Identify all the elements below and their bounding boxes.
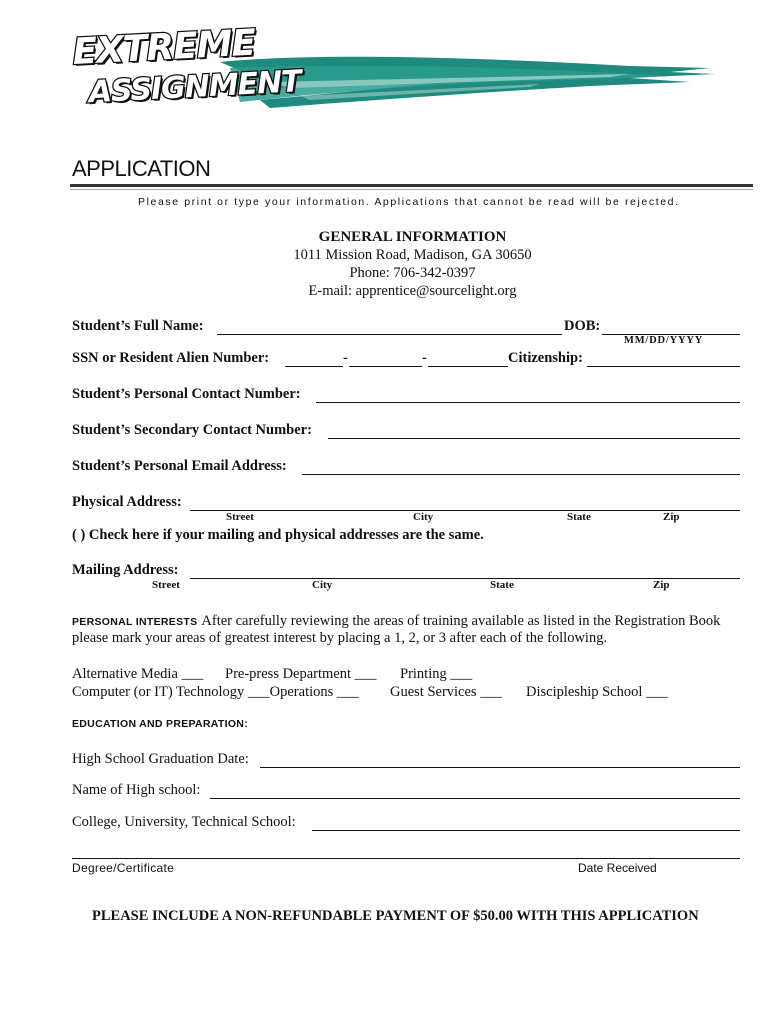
interest-guest-services[interactable]: Guest Services ___ [390,684,502,700]
ssn-separator: - [343,350,348,366]
ssn-part1-input[interactable] [285,350,343,367]
high-school-label: Name of High school: [72,782,201,798]
dob-format-hint: MM/DD/YYYY [624,335,704,346]
interests-heading: PERSONAL INTERESTS [72,616,198,628]
physical-address-label: Physical Address: [72,494,182,510]
physical-address-input[interactable] [190,494,740,511]
physical-city-caption: City [413,511,434,523]
citizenship-label: Citizenship: [508,350,583,366]
ssn-separator: - [422,350,427,366]
same-address-checkbox[interactable]: ( ) Check here if your mailing and physical addresses are the same. [72,527,484,543]
mailing-city-caption: City [312,579,333,591]
secondary-contact-input[interactable] [328,422,740,439]
degree-caption: Degree/Certificate [72,861,175,875]
mailing-zip-caption: Zip [653,579,670,591]
degree-date-input[interactable] [72,842,740,859]
physical-state-caption: State [567,511,591,523]
interest-discipleship[interactable]: Discipleship School ___ [526,684,668,700]
high-school-input[interactable] [210,782,740,799]
logo-line2: ASSIGNMENT [87,64,302,111]
personal-contact-label: Student’s Personal Contact Number: [72,386,301,402]
org-address: 1011 Mission Road, Madison, GA 30650 [293,247,532,263]
email-label: Student’s Personal Email Address: [72,458,287,474]
dob-label: DOB: [564,318,601,334]
citizenship-input[interactable] [587,350,740,367]
interests-text-1: After carefully reviewing the areas of training available as listed in the Registration Book [201,613,721,629]
college-label: College, University, Technical School: [72,814,296,830]
title-rule [70,184,753,187]
logo [70,22,720,132]
general-info-heading: GENERAL INFORMATION [318,229,507,245]
org-email: E-mail: apprentice@sourcelight.org [308,283,517,299]
title-rule-thin [70,189,753,190]
mailing-address-input[interactable] [190,562,740,579]
dob-input[interactable] [602,318,740,335]
college-input[interactable] [312,814,740,831]
mailing-state-caption: State [490,579,514,591]
instruction-text: Please print or type your information. Applications that cannot be read will be rejected. [138,196,680,208]
full-name-input[interactable] [217,318,562,335]
interest-printing[interactable]: Printing ___ [400,666,473,682]
interest-alternative-media[interactable]: Alternative Media ___ [72,666,204,682]
graduation-date-label: High School Graduation Date: [72,751,249,767]
ssn-part3-input[interactable] [428,350,508,367]
education-heading: EDUCATION AND PREPARATION: [72,718,248,730]
org-phone: Phone: 706-342-0397 [349,265,476,281]
secondary-contact-label: Student’s Secondary Contact Number: [72,422,312,438]
mailing-address-label: Mailing Address: [72,562,179,578]
date-received-caption: Date Received [578,861,657,875]
physical-zip-caption: Zip [663,511,680,523]
graduation-date-input[interactable] [260,751,740,768]
mailing-street-caption: Street [152,579,180,591]
interests-text-2: please mark your areas of greatest interest by placing a 1, 2, or 3 after each of the following. [72,630,608,646]
personal-contact-input[interactable] [316,386,740,403]
ssn-label: SSN or Resident Alien Number: [72,350,270,366]
interest-prepress[interactable]: Pre-press Department ___ [225,666,377,682]
full-name-label: Student’s Full Name: [72,318,204,334]
payment-notice: PLEASE INCLUDE A NON-REFUNDABLE PAYMENT OF $50.00 WITH THIS APPLICATION [92,908,699,924]
email-input[interactable] [302,458,740,475]
logo-line1: EXTREME [71,22,257,74]
physical-street-caption: Street [226,511,254,523]
ssn-part2-input[interactable] [349,350,422,367]
interest-computer-operations[interactable]: Computer (or IT) Technology ___Operations ___ [72,684,359,700]
page-title: APPLICATION [72,156,211,181]
